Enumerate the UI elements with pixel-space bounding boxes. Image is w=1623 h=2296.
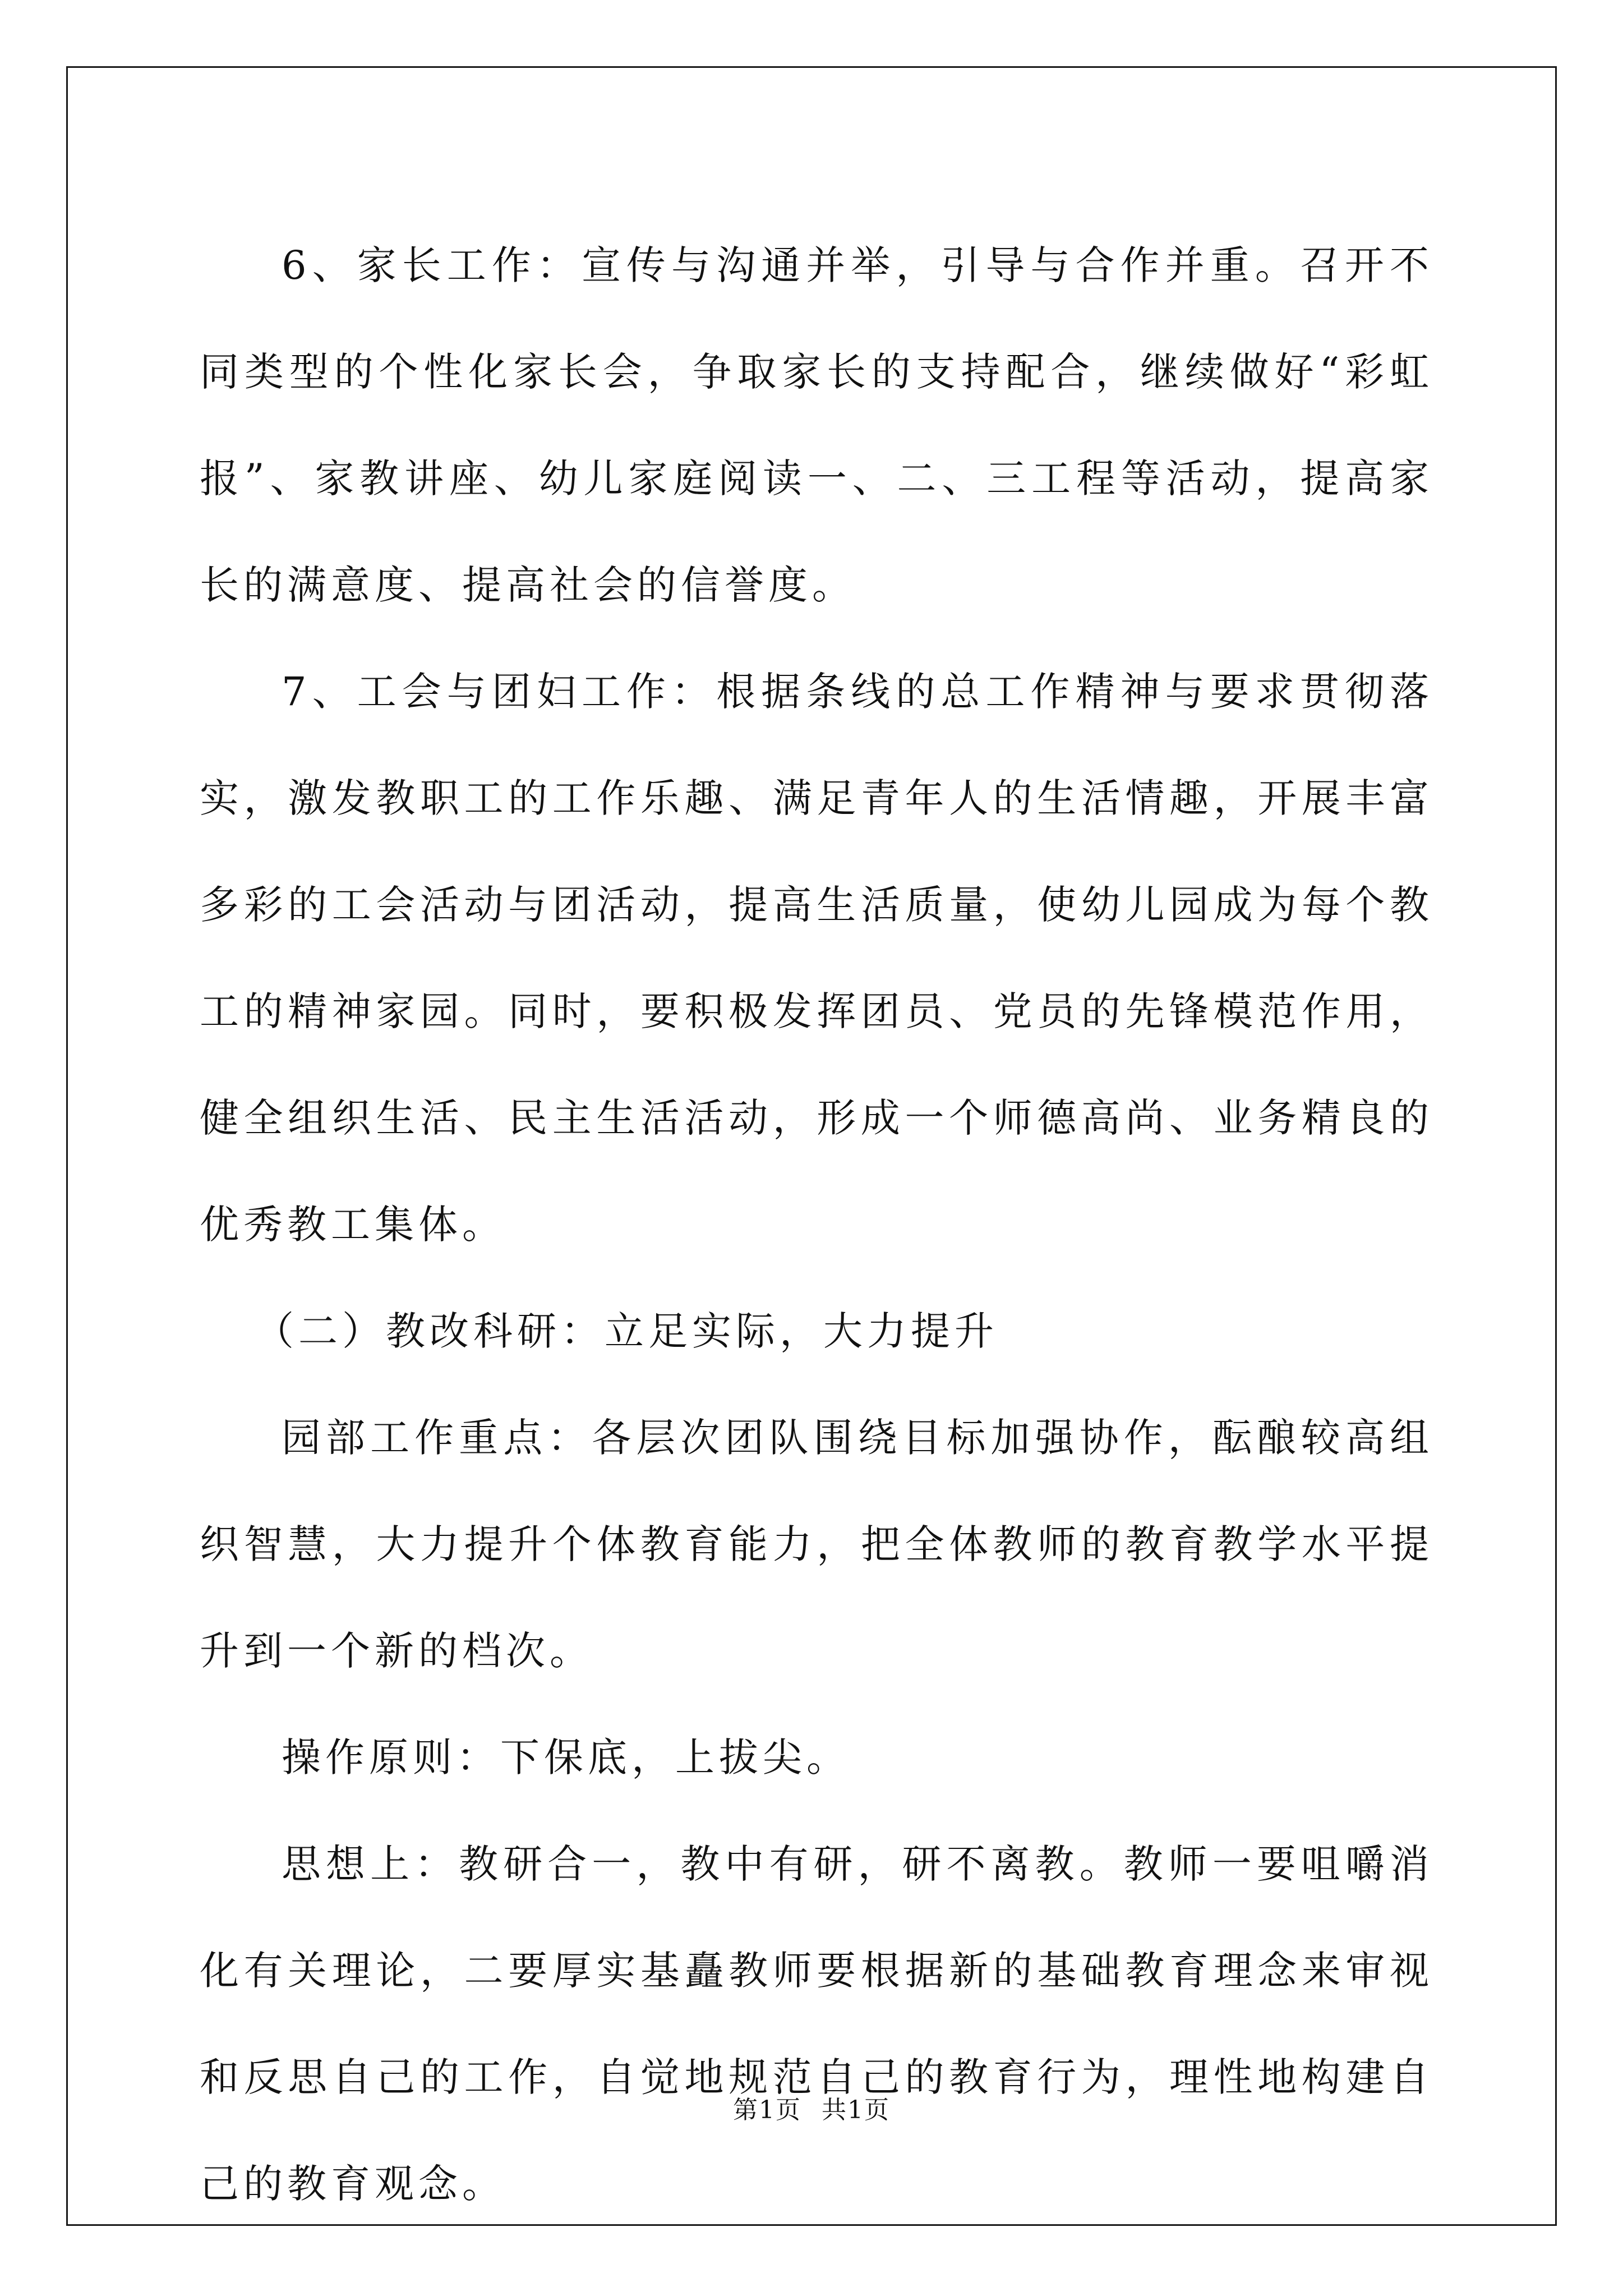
page-footer: [0, 2090, 1623, 2125]
paragraph-union-work: 7、工会与团妇工作：根据条线的总工作精神与要求贯彻落实，激发教职工的工作乐趣、满足青年人的生活情趣，开展丰富多彩的工会活动与团活动，提高生活质量，使幼儿园成为每个教工的精神家园。同时，要积极发挥团员、党员的先锋模范作用，健全组织生活、民主生活活动，形成一个师德高尚、业务精良的优秀教工集体。: [200, 669, 1433, 1248]
page-total: 共1页: [822, 2096, 890, 2124]
paragraph-thinking: 思想上：教研合一，教中有研，研不离教。教师一要咀嚼消化有关理论，二要厚实基矗教师要根据新的基础教育理念来审视和反思自己的工作，自觉地规范自己的教育行为，理性地构建自己的教育观念。: [200, 1841, 1433, 2207]
paragraph-principles: 操作原则：下保底，上拔尖。: [282, 1734, 850, 1780]
document-body: [200, 212, 1433, 2237]
paragraph-work-focus: 园部工作重点：各层次团队围绕目标加强协作，酝酿较高组织智慧，大力提升个体教育能力，把全体教师的教育教学水平提升到一个新的档次。: [200, 1415, 1433, 1674]
page-number: 第1页: [733, 2096, 801, 2124]
paragraph-parent-work: 6、家长工作：宣传与沟通并举，引导与合作并重。召开不同类型的个性化家长会，争取家长的支持配合，继续做好“彩虹报”、家教讲座、幼儿家庭阅读一、二、三工程等活动，提高家长的满意度、提高社会的信誉度。: [200, 242, 1433, 608]
section-heading-research: （二）教改科研：立足实际，大力提升: [255, 1308, 998, 1354]
